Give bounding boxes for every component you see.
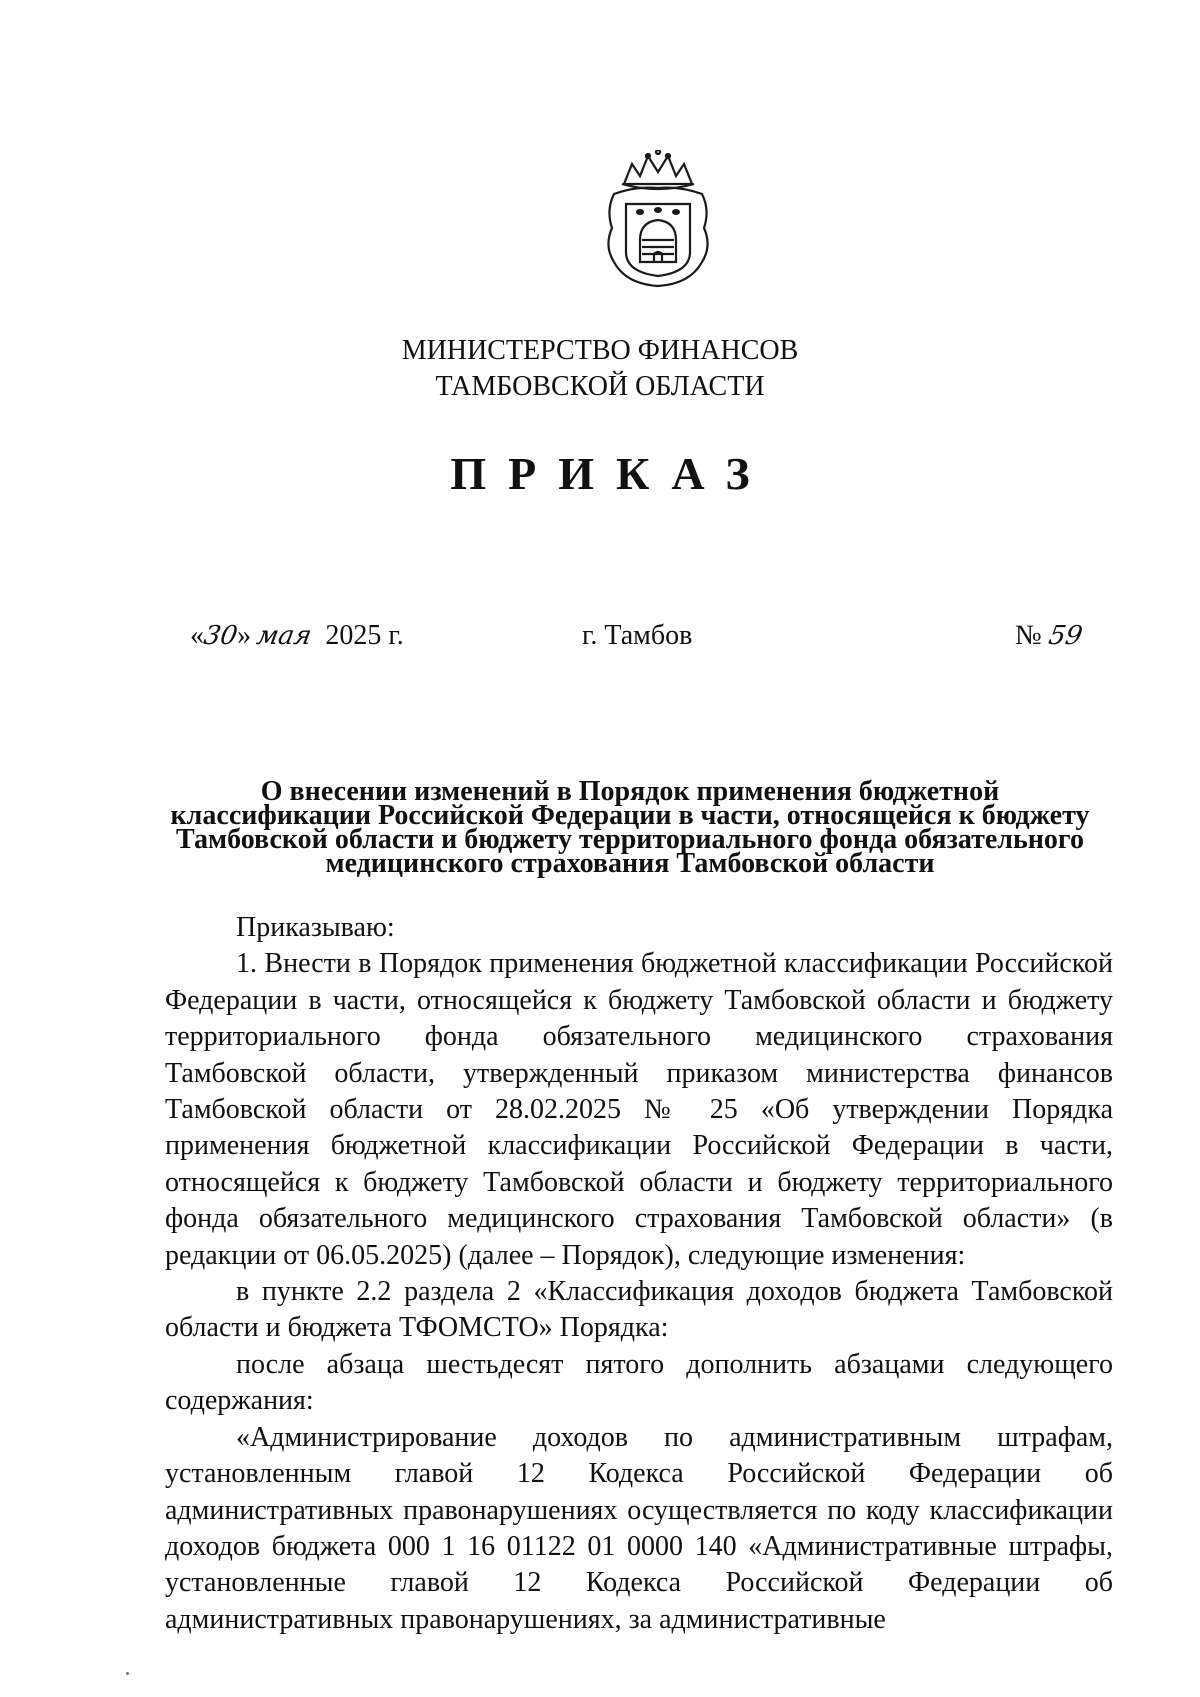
ministry-name-line2: ТАМБОВСКОЙ ОБЛАСТИ: [435, 371, 765, 402]
subject-line: Тамбовской области и бюджету территориального фонда обязательного: [176, 824, 1084, 855]
ministry-name-line1: МИНИСТЕРСТВО ФИНАНСОВ: [401, 335, 799, 366]
document-date: [190, 618, 404, 654]
document-city: г. Тамбов: [582, 620, 693, 651]
body-paragraph: в пункте 2.2 раздела 2 «Классификация доходов бюджета Тамбовской области и бюджета ТФОМСТО» Порядка:: [165, 1276, 1113, 1344]
body-paragraph: после абзаца шестьдесят пятого дополнить абзацами следующего содержания:: [165, 1348, 1113, 1417]
date-year: 2025 г.: [325, 620, 404, 651]
handwritten-month: мая: [254, 621, 315, 651]
quote-close: »: [237, 620, 252, 651]
subject-line: О внесении изменений в Порядок применения бюджетной: [260, 776, 1000, 807]
quote-open: «: [190, 620, 204, 651]
document-subject: [160, 776, 1100, 879]
document-type-title: ПРИКАЗ: [450, 448, 772, 499]
body-paragraph: 1. Внести в Порядок применения бюджетной классификации Российской Федерации в части, относящейся к бюджету Тамбовской области и бюджету территориального фонда обязательного медицинского страхования Тамбовской области, утвержденный приказом министерства финансов Тамбовской области от 28.02.2025 № 25 «Об утверждении Порядка применения бюджетной классификации Российской Федерации в части, относящейся к бюджету Тамбовской области и бюджету территориального фонда обязательного медицинского страхования Тамбовской области» (в редакции от 06.05.2025) (далее – Порядок), следующие изменения:: [165, 948, 1113, 1271]
body-paragraph: Приказываю:: [236, 912, 395, 943]
document-body: [165, 910, 1113, 1638]
tambov-region-coat-of-arms-icon: [602, 150, 714, 290]
subject-line: классификации Российской Федерации в части, относящейся к бюджету: [170, 800, 1090, 831]
document-number: [1015, 618, 1085, 654]
handwritten-number: 59: [1046, 621, 1085, 651]
number-label: №: [1015, 620, 1042, 651]
body-paragraph: «Администрирование доходов по административным штрафам, установленным главой 12 Кодекса Российской Федерации об административных правонарушениях осуществляется по коду классификации доходов бюджета 000 1 16 01122 01 0000 140 «Административные штрафы, установленные главой 12 Кодекса Российской Федерации об административных правонарушениях, за административные: [165, 1421, 1113, 1635]
subject-line: медицинского страхования Тамбовской области: [325, 848, 935, 879]
handwritten-day: 30: [201, 621, 240, 651]
scan-speck: [126, 1672, 129, 1675]
